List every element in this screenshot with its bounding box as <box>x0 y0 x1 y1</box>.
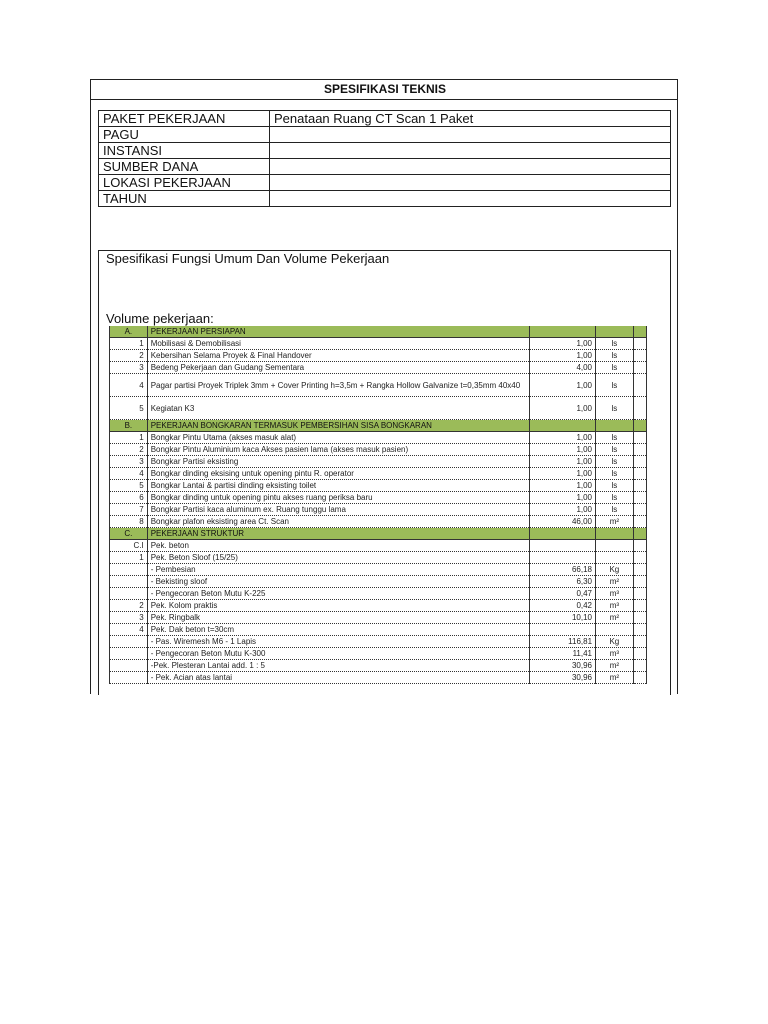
info-label: PAGU <box>99 127 270 143</box>
table-row <box>110 624 647 636</box>
row-number: 3 <box>110 612 148 624</box>
row-unit <box>596 420 634 432</box>
row-spacer <box>633 420 646 432</box>
document-title: SPESIFIKASI TEKNIS <box>323 82 447 96</box>
row-description: PEKERJAAN STRUKTUR <box>147 528 529 540</box>
info-label: SUMBER DANA <box>99 159 270 175</box>
section-header-row <box>110 528 647 540</box>
spec-section <box>98 250 671 695</box>
row-description: - Pas. Wiremesh M6 - 1 Lapis <box>147 636 529 648</box>
info-row <box>99 111 671 127</box>
row-description: Bongkar Pintu Utama (akses masuk alat) <box>147 432 529 444</box>
volume-table <box>109 326 647 684</box>
row-quantity: 1,00 <box>529 444 595 456</box>
table-row <box>110 480 647 492</box>
row-unit <box>596 528 634 540</box>
row-quantity: 1,00 <box>529 432 595 444</box>
volume-heading: Volume pekerjaan: <box>106 311 214 326</box>
row-quantity <box>529 552 595 564</box>
row-number: 3 <box>110 362 148 374</box>
table-row <box>110 504 647 516</box>
row-unit: ls <box>596 468 634 480</box>
title-divider <box>91 99 677 100</box>
row-spacer <box>633 326 646 338</box>
row-description: PEKERJAAN BONGKARAN TERMASUK PEMBERSIHAN SISA BONGKARAN <box>147 420 529 432</box>
table-row <box>110 612 647 624</box>
row-number: C.I <box>110 540 148 552</box>
row-quantity: 116,81 <box>529 636 595 648</box>
row-unit: m² <box>596 576 634 588</box>
row-spacer <box>633 624 646 636</box>
row-quantity <box>529 528 595 540</box>
row-number: 4 <box>110 624 148 636</box>
row-spacer <box>633 552 646 564</box>
row-number: B. <box>110 420 148 432</box>
table-row <box>110 397 647 420</box>
row-quantity: 0,47 <box>529 588 595 600</box>
table-row <box>110 468 647 480</box>
row-spacer <box>633 492 646 504</box>
document-frame <box>90 79 678 694</box>
table-row <box>110 540 647 552</box>
info-value <box>270 159 671 175</box>
row-number: 7 <box>110 504 148 516</box>
row-description: Bongkar dinding eksising untuk opening pintu R. operator <box>147 468 529 480</box>
row-description: Bedeng Pekerjaan dan Gudang Sementara <box>147 362 529 374</box>
row-spacer <box>633 374 646 397</box>
table-row <box>110 350 647 362</box>
row-quantity <box>529 326 595 338</box>
table-row <box>110 672 647 684</box>
row-quantity <box>529 420 595 432</box>
row-number: 1 <box>110 552 148 564</box>
row-spacer <box>633 338 646 350</box>
row-quantity: 6,30 <box>529 576 595 588</box>
row-unit: ls <box>596 397 634 420</box>
row-description: Pek. beton <box>147 540 529 552</box>
row-description: Pek. Kolom praktis <box>147 600 529 612</box>
row-number <box>110 576 148 588</box>
info-row <box>99 143 671 159</box>
row-quantity: 30,96 <box>529 660 595 672</box>
row-number: 4 <box>110 374 148 397</box>
row-quantity <box>529 540 595 552</box>
row-spacer <box>633 504 646 516</box>
row-quantity: 30,96 <box>529 672 595 684</box>
row-unit <box>596 624 634 636</box>
info-value <box>270 175 671 191</box>
row-spacer <box>633 528 646 540</box>
row-unit: ls <box>596 480 634 492</box>
row-spacer <box>633 456 646 468</box>
row-quantity: 11,41 <box>529 648 595 660</box>
table-row <box>110 492 647 504</box>
row-spacer <box>633 468 646 480</box>
row-quantity: 10,10 <box>529 612 595 624</box>
row-number: 8 <box>110 516 148 528</box>
row-number: 5 <box>110 480 148 492</box>
row-number <box>110 648 148 660</box>
info-row <box>99 127 671 143</box>
row-spacer <box>633 660 646 672</box>
row-description: Bongkar Lantai & partisi dinding eksisting toilet <box>147 480 529 492</box>
row-spacer <box>633 612 646 624</box>
info-label: PAKET PEKERJAAN <box>99 111 270 127</box>
row-number: 2 <box>110 600 148 612</box>
row-unit: ls <box>596 456 634 468</box>
row-quantity: 0,42 <box>529 600 595 612</box>
info-row <box>99 159 671 175</box>
row-unit <box>596 326 634 338</box>
row-unit: ls <box>596 362 634 374</box>
row-spacer <box>633 350 646 362</box>
row-spacer <box>633 588 646 600</box>
row-number: 4 <box>110 468 148 480</box>
row-quantity: 66,18 <box>529 564 595 576</box>
row-unit: ls <box>596 444 634 456</box>
row-spacer <box>633 672 646 684</box>
row-quantity: 1,00 <box>529 468 595 480</box>
row-number <box>110 588 148 600</box>
row-number <box>110 636 148 648</box>
row-unit: Kg <box>596 636 634 648</box>
table-row <box>110 564 647 576</box>
row-description: -Pek. Plesteran Lantai add. 1 : 5 <box>147 660 529 672</box>
row-spacer <box>633 636 646 648</box>
row-spacer <box>633 564 646 576</box>
row-description: Pek. Beton Sloof (15/25) <box>147 552 529 564</box>
row-unit: m³ <box>596 600 634 612</box>
table-row <box>110 362 647 374</box>
row-unit: ls <box>596 338 634 350</box>
row-number: 6 <box>110 492 148 504</box>
row-description: PEKERJAAN PERSIAPAN <box>147 326 529 338</box>
row-unit: m² <box>596 516 634 528</box>
row-description: - Pek. Acian atas lantai <box>147 672 529 684</box>
table-row <box>110 660 647 672</box>
table-row <box>110 588 647 600</box>
row-spacer <box>633 600 646 612</box>
row-number: 5 <box>110 397 148 420</box>
info-label: TAHUN <box>99 191 270 207</box>
row-unit: ls <box>596 432 634 444</box>
row-number: A. <box>110 326 148 338</box>
table-row <box>110 636 647 648</box>
row-description: - Pembesian <box>147 564 529 576</box>
row-quantity: 1,00 <box>529 374 595 397</box>
info-row <box>99 191 671 207</box>
row-unit: ls <box>596 374 634 397</box>
info-value <box>270 143 671 159</box>
row-spacer <box>633 397 646 420</box>
row-number: 3 <box>110 456 148 468</box>
row-description: - Bekisting sloof <box>147 576 529 588</box>
row-spacer <box>633 432 646 444</box>
table-row <box>110 444 647 456</box>
row-number: C. <box>110 528 148 540</box>
info-value <box>270 127 671 143</box>
row-description: Bongkar plafon eksisting area Ct. Scan <box>147 516 529 528</box>
row-spacer <box>633 444 646 456</box>
row-spacer <box>633 576 646 588</box>
row-quantity: 1,00 <box>529 456 595 468</box>
row-quantity <box>529 624 595 636</box>
table-row <box>110 576 647 588</box>
row-number <box>110 672 148 684</box>
row-unit: m³ <box>596 648 634 660</box>
row-quantity: 4,00 <box>529 362 595 374</box>
row-quantity: 46,00 <box>529 516 595 528</box>
row-unit <box>596 552 634 564</box>
info-value <box>270 191 671 207</box>
row-unit: m² <box>596 672 634 684</box>
row-description: Bongkar Pintu Aluminium kaca Akses pasien lama (akses masuk pasien) <box>147 444 529 456</box>
row-quantity: 1,00 <box>529 492 595 504</box>
info-label: INSTANSI <box>99 143 270 159</box>
info-value: Penataan Ruang CT Scan 1 Paket <box>270 111 671 127</box>
table-row <box>110 600 647 612</box>
row-number: 2 <box>110 350 148 362</box>
table-row <box>110 516 647 528</box>
row-spacer <box>633 362 646 374</box>
row-description: Pagar partisi Proyek Triplek 3mm + Cover Printing h=3,5m + Rangka Hollow Galvanize t=0,35mm 40x40 <box>147 374 529 397</box>
spec-heading: Spesifikasi Fungsi Umum Dan Volume Pekerjaan <box>106 251 390 266</box>
project-info-table <box>98 110 671 207</box>
row-quantity: 1,00 <box>529 397 595 420</box>
info-label: LOKASI PEKERJAAN <box>99 175 270 191</box>
row-description: Mobilisasi & Demobilisasi <box>147 338 529 350</box>
row-quantity: 1,00 <box>529 480 595 492</box>
row-spacer <box>633 540 646 552</box>
row-description: - Pengecoran Beton Mutu K-300 <box>147 648 529 660</box>
row-description: Bongkar dinding untuk opening pintu akses ruang periksa baru <box>147 492 529 504</box>
row-number <box>110 564 148 576</box>
row-number: 1 <box>110 432 148 444</box>
row-unit: ls <box>596 350 634 362</box>
table-row <box>110 338 647 350</box>
section-header-row <box>110 326 647 338</box>
row-quantity: 1,00 <box>529 338 595 350</box>
info-row <box>99 175 671 191</box>
row-unit <box>596 540 634 552</box>
table-row <box>110 648 647 660</box>
row-spacer <box>633 516 646 528</box>
row-quantity: 1,00 <box>529 350 595 362</box>
row-description: - Pengecoran Beton Mutu K-225 <box>147 588 529 600</box>
row-description: Kebersihan Selama Proyek & Final Handover <box>147 350 529 362</box>
row-unit: m² <box>596 612 634 624</box>
row-spacer <box>633 648 646 660</box>
row-description: Pek. Dak beton t=30cm <box>147 624 529 636</box>
table-row <box>110 456 647 468</box>
table-row <box>110 374 647 397</box>
row-description: Kegiatan K3 <box>147 397 529 420</box>
row-unit: ls <box>596 504 634 516</box>
row-number: 1 <box>110 338 148 350</box>
row-unit: m² <box>596 660 634 672</box>
row-description: Bongkar Partisi kaca aluminum ex. Ruang tunggu lama <box>147 504 529 516</box>
row-number <box>110 660 148 672</box>
row-description: Pek. Ringbalk <box>147 612 529 624</box>
row-description: Bongkar Partisi eksisting <box>147 456 529 468</box>
table-row <box>110 432 647 444</box>
row-spacer <box>633 480 646 492</box>
row-unit: ls <box>596 492 634 504</box>
section-header-row <box>110 420 647 432</box>
row-number: 2 <box>110 444 148 456</box>
row-unit: m³ <box>596 588 634 600</box>
row-quantity: 1,00 <box>529 504 595 516</box>
table-row <box>110 552 647 564</box>
row-unit: Kg <box>596 564 634 576</box>
